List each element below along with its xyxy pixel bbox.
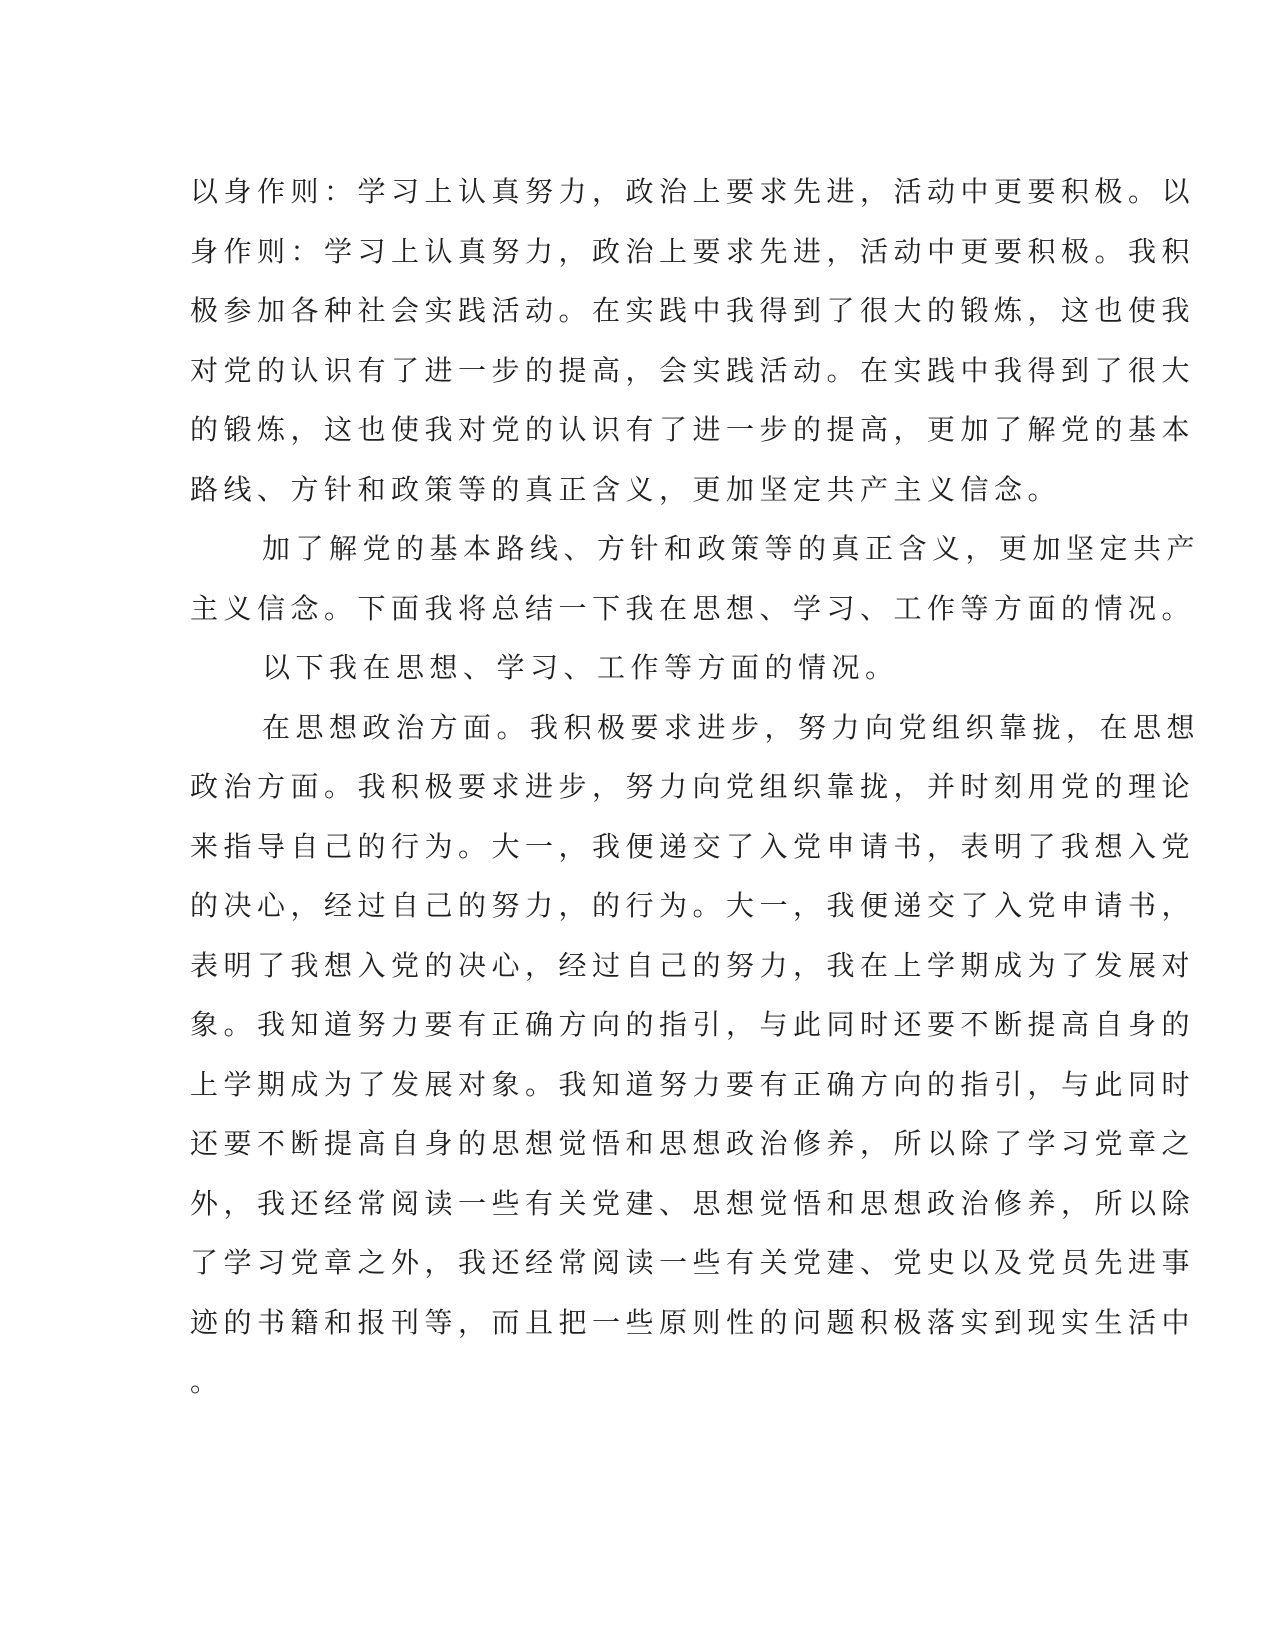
- document-body: [190, 162, 1201, 1412]
- text-line-13: 的决心，经过自己的努力，的行为。大一，我便递交了入党申请书，: [190, 889, 1196, 922]
- text-line-12: 来指导自己的行为。大一，我便递交了入党申请书，表明了我想入党: [190, 829, 1196, 863]
- text-line-14: 表明了我想入党的决心，经过自己的努力，我在上学期成为了发展对: [190, 948, 1196, 982]
- text-line-19: 了学习党章之外，我还经常阅读一些有关党建、党史以及党员先进事: [190, 1246, 1196, 1279]
- text-line-17: 还要不断提高自身的思想觉悟和思想政治修养，所以除了学习党章之: [190, 1127, 1196, 1160]
- text-line-6: 路线、方针和政策等的真正含义，更加坚定共产主义信念。: [190, 472, 1062, 506]
- text-line-5: 的锻炼，这也使我对党的认识有了进一步的提高，更加了解党的基本: [190, 413, 1196, 446]
- text-line-3: 极参加各种社会实践活动。在实践中我得到了很大的锻炼，这也使我: [190, 294, 1196, 327]
- text-line-1: 以身作则：学习上认真努力，政治上要求先进，活动中更要积极。以: [190, 175, 1196, 208]
- text-line-9: 以下我在思想、学习、工作等方面的情况。: [262, 651, 899, 684]
- text-line-4: 对党的认识有了进一步的提高，会实践活动。在实践中我得到了很大: [190, 353, 1196, 387]
- text-line-21: 。: [190, 1365, 224, 1398]
- text-line-8: 主义信念。下面我将总结一下我在思想、学习、工作等方面的情况。: [190, 591, 1196, 625]
- text-line-2: 身作则：学习上认真努力，政治上要求先进，活动中更要积极。我积: [190, 234, 1196, 268]
- text-line-20: 迹的书籍和报刊等，而且把一些原则性的问题积极落实到现实生活中: [190, 1305, 1196, 1339]
- text-line-16: 上学期成为了发展对象。我知道努力要有正确方向的指引，与此同时: [190, 1067, 1196, 1101]
- text-line-11: 政治方面。我积极要求进步，努力向党组织靠拢，并时刻用党的理论: [190, 770, 1196, 803]
- text-line-10: 在思想政治方面。我积极要求进步，努力向党组织靠拢，在思想: [262, 710, 1201, 744]
- text-line-15: 象。我知道努力要有正确方向的指引，与此同时还要不断提高自身的: [190, 1008, 1196, 1041]
- text-line-7: 加了解党的基本路线、方针和政策等的真正含义，更加坚定共产: [262, 532, 1201, 565]
- text-line-18: 外，我还经常阅读一些有关党建、思想觉悟和思想政治修养，所以除: [190, 1186, 1196, 1220]
